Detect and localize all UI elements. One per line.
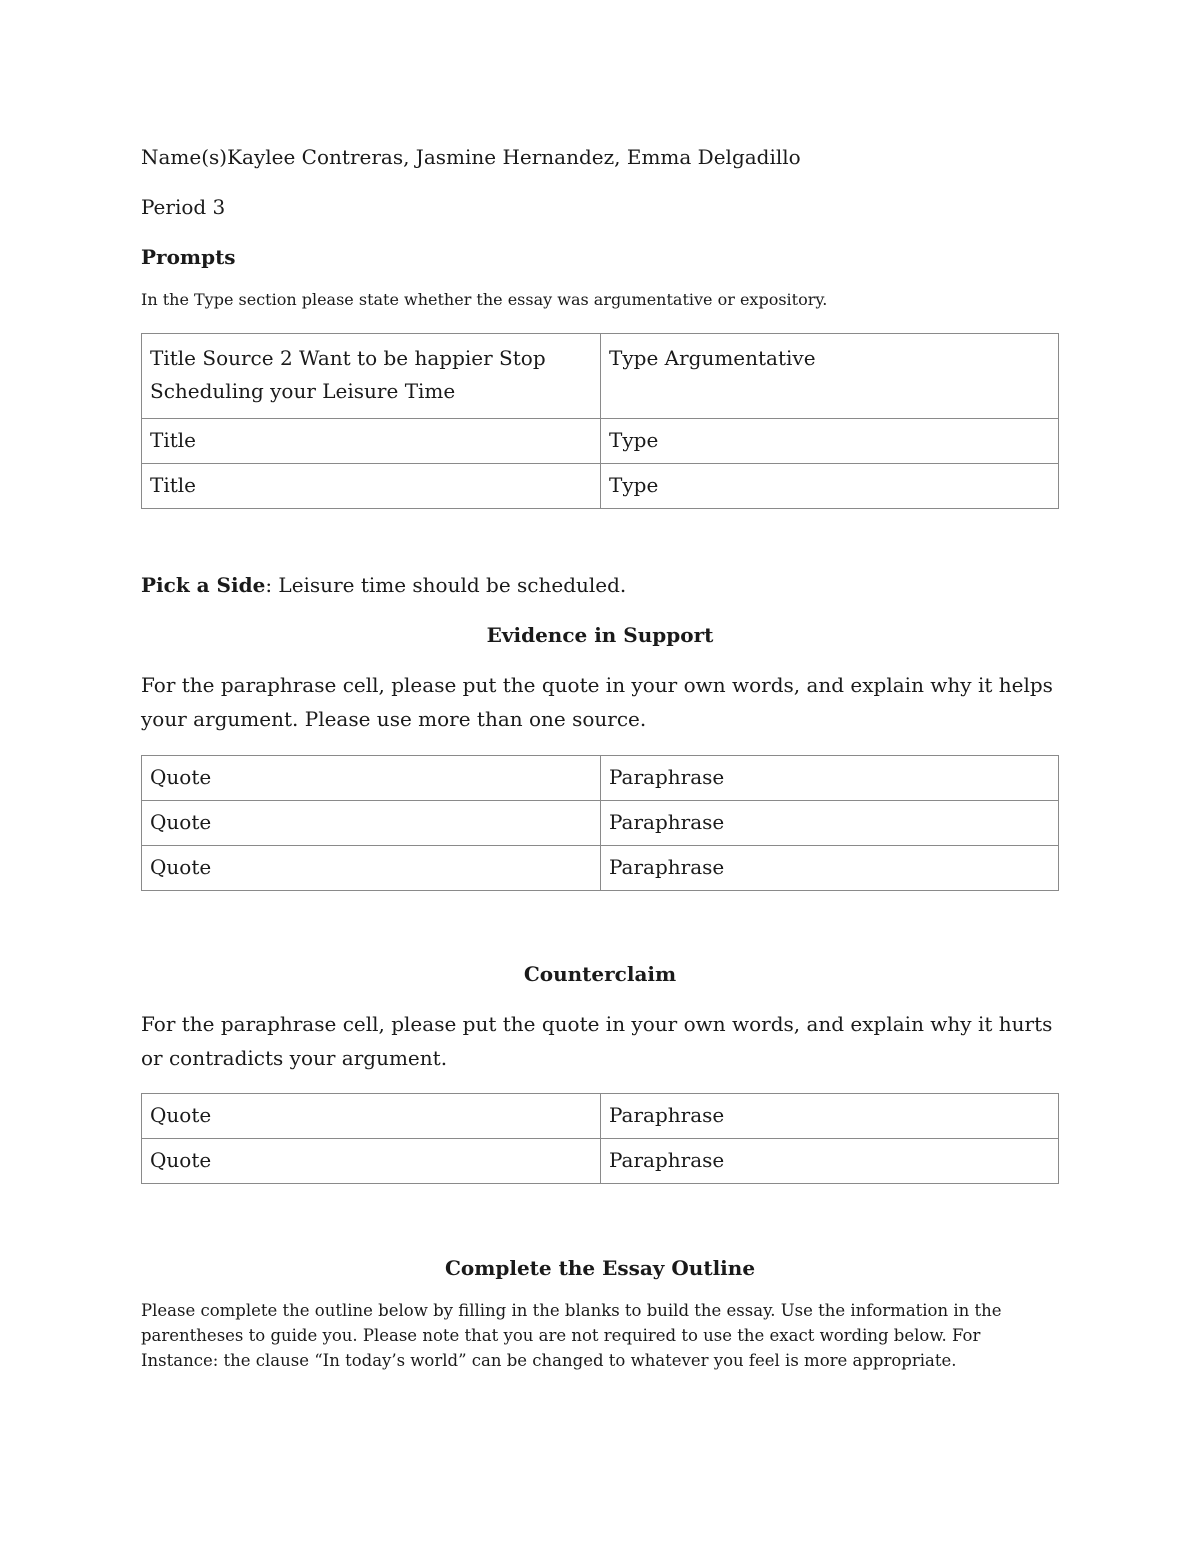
table-row [142,1139,1059,1184]
period-line: Period 3 [141,195,226,219]
quote-cell[interactable]: Quote [142,846,601,891]
title-cell[interactable]: Title [142,419,601,464]
paraphrase-cell[interactable]: Paraphrase [601,1139,1059,1184]
table-row [142,464,1059,509]
evidence-instruction: For the paraphrase cell, please put the quote in your own words, and explain why it helps your argument. Please use more than one source. [141,673,1053,731]
evidence-table [141,755,1059,891]
type-cell[interactable]: Type Argumentative [601,334,1059,419]
counterclaim-heading: Counterclaim [523,962,677,986]
quote-cell[interactable]: Quote [142,1139,601,1184]
table-row [142,334,1059,419]
table-row [142,419,1059,464]
type-cell[interactable]: Type [601,419,1059,464]
table-row [142,846,1059,891]
quote-cell[interactable]: Quote [142,801,601,846]
pick-a-side-text: : Leisure time should be scheduled. [265,573,627,597]
title-cell[interactable]: Title [142,464,601,509]
table-row [142,801,1059,846]
names-line: Name(s)Kaylee Contreras, Jasmine Hernandez, Emma Delgadillo [141,145,801,169]
counterclaim-instruction: For the paraphrase cell, please put the quote in your own words, and explain why it hurts or contradicts your argument. [141,1012,1053,1070]
prompts-heading: Prompts [141,245,236,269]
table-row [142,756,1059,801]
quote-cell[interactable]: Quote [142,756,601,801]
outline-heading: Complete the Essay Outline [444,1256,756,1280]
pick-a-side-label: Pick a Side [141,573,266,597]
evidence-heading: Evidence in Support [486,623,714,647]
pick-a-side-line [141,573,626,597]
paraphrase-cell[interactable]: Paraphrase [601,801,1059,846]
table-row [142,1094,1059,1139]
prompts-table [141,333,1059,509]
paraphrase-cell[interactable]: Paraphrase [601,756,1059,801]
quote-cell[interactable]: Quote [142,1094,601,1139]
paraphrase-cell[interactable]: Paraphrase [601,846,1059,891]
title-cell[interactable]: Title Source 2 Want to be happier Stop Scheduling your Leisure Time [142,334,601,419]
outline-instruction: Please complete the outline below by filling in the blanks to build the essay. Use the information in the parentheses to guide you. Please note that you are not required to use the exact wording below. For Instance: the clause “In today’s world” can be changed to whatever you feel is more appropriate. [141,1301,1002,1370]
prompts-instruction: In the Type section please state whether the essay was argumentative or expository. [141,290,828,309]
counterclaim-table [141,1093,1059,1184]
type-cell[interactable]: Type [601,464,1059,509]
paraphrase-cell[interactable]: Paraphrase [601,1094,1059,1139]
